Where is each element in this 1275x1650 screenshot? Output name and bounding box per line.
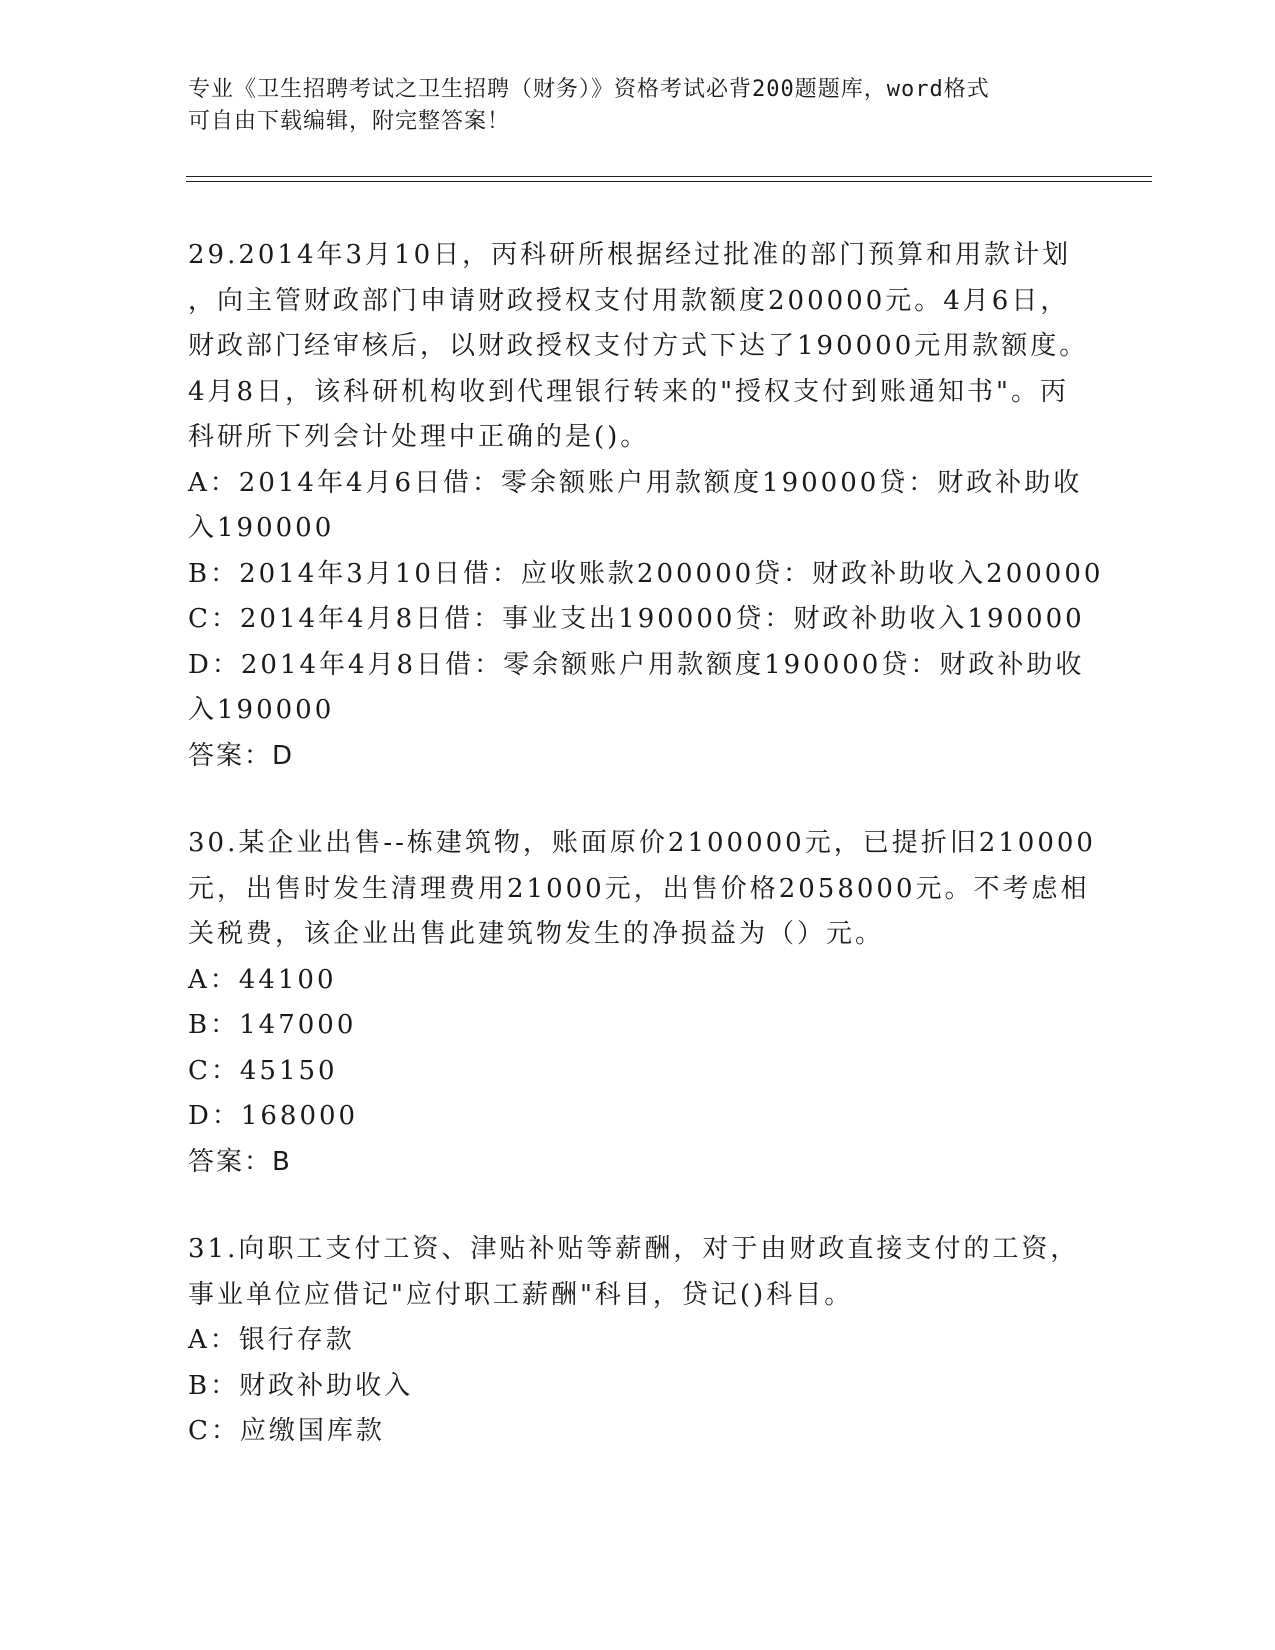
- question-line: 关税费，该企业出售此建筑物发生的净损益为（）元。: [188, 919, 885, 949]
- header-divider: [186, 176, 1152, 182]
- option-b: B：2014年3月10日借：应收账款200000贷：财政补助收入200000: [188, 558, 1104, 589]
- question-line: 4月8日，该科研机构收到代理银行转来的"授权支付到账通知书"。丙: [188, 376, 1070, 407]
- question-31: [188, 1227, 1088, 1455]
- option-d-continued: 入190000: [188, 695, 335, 725]
- question-30: [188, 821, 1096, 1185]
- answer: 答案：B: [188, 1146, 292, 1177]
- option-a: A：2014年4月6日借：零余额账户用款额度190000贷：财政补助收: [188, 467, 1083, 498]
- option-b: B：财政补助收入: [188, 1370, 414, 1401]
- question-line: 30.某企业出售--栋建筑物，账面原价2100000元，已提折旧210000: [188, 828, 1096, 858]
- header-line: 可自由下载编辑，附完整答案！: [188, 109, 511, 134]
- question-list: [188, 233, 1104, 1497]
- question-line: 财政部门经审核后，以财政授权支付方式下达了190000元用款额度。: [188, 331, 1089, 361]
- question-line: 事业单位应借记"应付职工薪酬"科目，贷记()科目。: [188, 1279, 854, 1310]
- option-d: D：168000: [188, 1101, 359, 1131]
- answer: 答案：D: [188, 740, 295, 771]
- question-line: 科研所下列会计处理中正确的是()。: [188, 422, 650, 452]
- question-line: 29.2014年3月10日，丙科研所根据经过批准的部门预算和用款计划: [188, 240, 1072, 270]
- option-a: A：44100: [188, 964, 337, 995]
- question-line: 元，出售时发生清理费用21000元，出售价格2058000元。不考虑相: [188, 873, 1090, 904]
- question-line: ，向主管财政部门申请财政授权支付用款额度200000元。4月6日，: [188, 285, 1070, 316]
- option-c: C：应缴国库款: [188, 1416, 385, 1446]
- header-line: 专业《卫生招聘考试之卫生招聘（财务）》资格考试必背200题题库，word格式: [188, 77, 990, 102]
- option-b: B：147000: [188, 1010, 357, 1040]
- option-a: A：银行存款: [188, 1325, 355, 1355]
- option-d: D：2014年4月8日借：零余额账户用款额度190000贷：财政补助收: [188, 649, 1085, 680]
- page-header: [188, 74, 1068, 138]
- option-a-continued: 入190000: [188, 513, 335, 543]
- option-c: C：2014年4月8日借：事业支出190000贷：财政补助收入190000: [188, 604, 1085, 634]
- question-29: [188, 233, 1104, 779]
- question-line: 31.向职工支付工资、津贴补贴等薪酬，对于由财政直接支付的工资，: [188, 1234, 1080, 1264]
- option-c: C：45150: [188, 1055, 338, 1086]
